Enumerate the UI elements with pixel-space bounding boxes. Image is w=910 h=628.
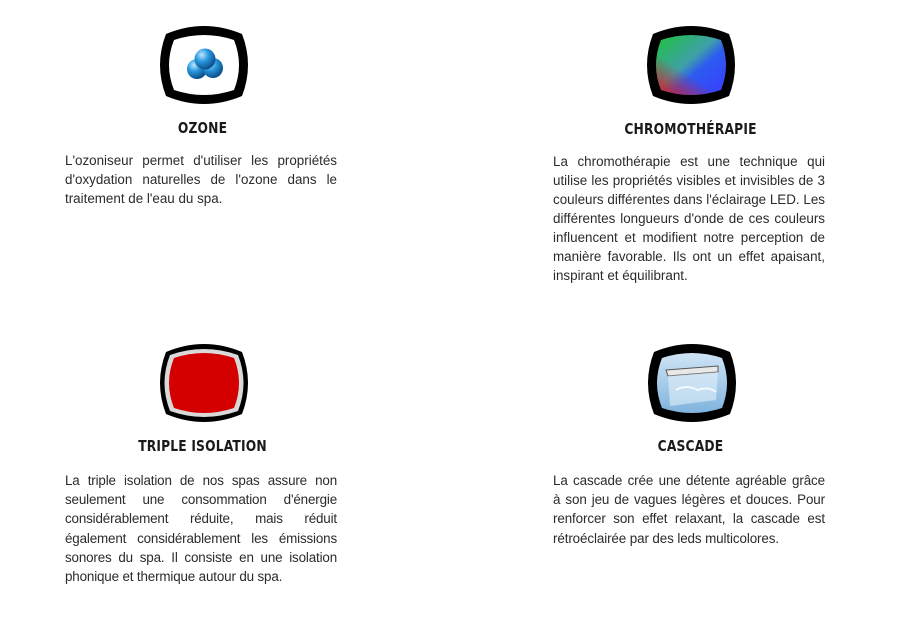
feature-description: La cascade crée une détente agréable grâce à son jeu de vagues légères et douces. Pour renforcer son effet relaxant, la cascade est rétroéclairée par des leds multicolores.: [553, 473, 825, 546]
ozone-molecule-icon: [158, 22, 250, 108]
feature-title: CHROMOTHÉRAPIE: [624, 120, 757, 138]
feature-title: CASCADE: [657, 437, 724, 455]
color-gradient-icon: [645, 22, 737, 108]
triple-layer-icon: [158, 340, 250, 426]
waterfall-icon: [646, 340, 738, 426]
feature-description: La triple isolation de nos spas assure non seulement une consommation d'énergie considérablement réduite, mais réduit également considérablement les émissions sonores du spa. Il consiste en une isolation phonique et thermique autour du spa.: [65, 473, 337, 585]
feature-title: OZONE: [177, 119, 228, 137]
feature-description: L'ozoniseur permet d'utiliser les propriétés d'oxydation naturelles de l'ozone dans le traitement de l'eau du spa.: [65, 153, 337, 206]
feature-description: La chromothérapie est une technique qui utilise les propriétés visibles et invisibles de 3 couleurs différentes dans l'éclairage LED. Les différentes longueurs d'onde de ces couleurs influencent et modifient notre perception de manière favorable. Ils ont un effet apaisant, inspirant et équilibrant.: [553, 154, 825, 283]
feature-title: TRIPLE ISOLATION: [138, 437, 267, 455]
